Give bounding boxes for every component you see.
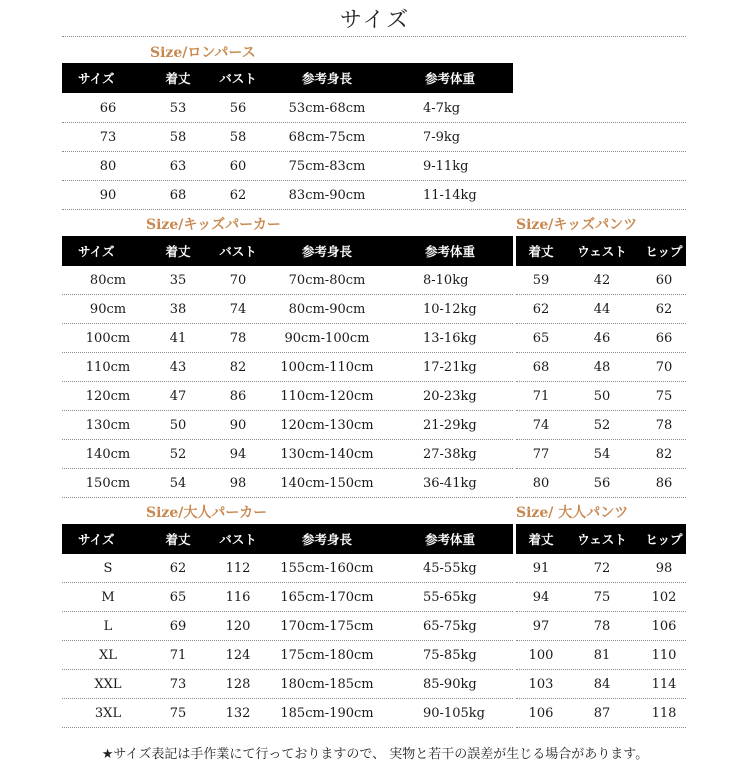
table-cell: 116 xyxy=(225,589,251,605)
table-row xyxy=(62,469,513,497)
table-row xyxy=(516,670,686,698)
table-cell: 106 xyxy=(528,705,554,721)
column-header: 参考体重 xyxy=(424,532,476,547)
table-cell: 80 xyxy=(532,475,550,491)
row-divider xyxy=(62,497,513,498)
table-cell: 97 xyxy=(532,618,550,634)
table-cell: 7-9kg xyxy=(423,129,461,145)
table-cell: 48 xyxy=(593,359,611,375)
table-cell: 11-14kg xyxy=(423,187,477,203)
table-cell: 120cm-130cm xyxy=(280,417,374,433)
table-cell: 36-41kg xyxy=(423,475,477,491)
column-header: 参考体重 xyxy=(424,244,476,259)
table-cell: 155cm-160cm xyxy=(280,560,374,576)
column-header: 着丈 xyxy=(528,244,554,259)
table-cell: 62 xyxy=(229,187,247,203)
table-cell: 150cm xyxy=(85,475,131,491)
table-cell: 90-105kg xyxy=(423,705,485,721)
table-cell: 13-16kg xyxy=(423,330,477,346)
table-cell: 84 xyxy=(593,676,611,692)
table-row xyxy=(62,612,513,640)
table-row xyxy=(516,583,686,611)
table-cell: 54 xyxy=(169,475,187,491)
table-cell: 110cm xyxy=(85,359,131,375)
table-cell: 58 xyxy=(169,129,187,145)
column-header: ウェスト xyxy=(577,244,627,259)
table-cell: 21-29kg xyxy=(423,417,477,433)
column-header: 着丈 xyxy=(528,532,554,547)
table-cell: 68 xyxy=(169,187,187,203)
table-cell: 70 xyxy=(655,359,673,375)
table-cell: L xyxy=(103,618,113,634)
table-cell: 71 xyxy=(532,388,550,404)
table-row xyxy=(62,266,513,294)
table-row xyxy=(516,440,686,468)
title-divider xyxy=(62,36,686,37)
table-row xyxy=(62,353,513,381)
table-row xyxy=(516,641,686,669)
table-cell: 60 xyxy=(229,158,247,174)
table-cell: 52 xyxy=(169,446,187,462)
table-cell: 82 xyxy=(655,446,673,462)
column-header: 着丈 xyxy=(165,244,191,259)
table-cell: 74 xyxy=(532,417,550,433)
table-cell: 75-85kg xyxy=(423,647,477,663)
column-header: サイズ xyxy=(78,532,115,547)
table-cell: 53cm-68cm xyxy=(288,100,366,116)
table-cell: 128 xyxy=(225,676,251,692)
table-row xyxy=(516,469,686,497)
table-cell: 106 xyxy=(651,618,677,634)
table-cell: 90cm xyxy=(89,301,127,317)
column-header: 参考身長 xyxy=(301,244,353,259)
table-cell: 130cm xyxy=(85,417,131,433)
table-cell: 41 xyxy=(169,330,187,346)
table-cell: 103 xyxy=(528,676,554,692)
table-cell: 47 xyxy=(169,388,187,404)
table-row xyxy=(62,123,513,151)
column-header: バスト xyxy=(219,71,257,86)
table-cell: 132 xyxy=(225,705,251,721)
table-cell: 52 xyxy=(593,417,611,433)
table-cell: 68 xyxy=(532,359,550,375)
row-divider xyxy=(516,727,686,728)
table-cell: 80 xyxy=(99,158,117,174)
table-cell: 45-55kg xyxy=(423,560,477,576)
table-cell: 50 xyxy=(169,417,187,433)
table-cell: 10-12kg xyxy=(423,301,477,317)
table-cell: 43 xyxy=(169,359,187,375)
table-cell: 80cm xyxy=(89,272,127,288)
table-row xyxy=(62,181,513,209)
table-cell: 50 xyxy=(593,388,611,404)
adult-hoodie-header xyxy=(62,524,513,554)
table-row xyxy=(516,699,686,727)
column-header: ヒップ xyxy=(645,244,683,259)
table-cell: XXL xyxy=(94,676,122,692)
table-row xyxy=(516,324,686,352)
table-cell: 3XL xyxy=(94,705,122,721)
column-header: サイズ xyxy=(78,244,115,259)
table-cell: 56 xyxy=(229,100,247,116)
table-cell: 86 xyxy=(655,475,673,491)
table-row xyxy=(62,554,513,582)
table-cell: 98 xyxy=(229,475,247,491)
table-cell: 73 xyxy=(169,676,187,692)
table-cell: 44 xyxy=(593,301,611,317)
romper-header xyxy=(62,63,513,93)
column-header: サイズ xyxy=(78,71,115,86)
table-row xyxy=(62,94,513,122)
table-row xyxy=(62,411,513,439)
table-cell: 68cm-75cm xyxy=(288,129,366,145)
table-cell: 90cm-100cm xyxy=(284,330,370,346)
table-cell: 65 xyxy=(532,330,550,346)
table-cell: 140cm-150cm xyxy=(280,475,374,491)
table-row xyxy=(516,554,686,582)
table-cell: 27-38kg xyxy=(423,446,477,462)
table-cell: 94 xyxy=(532,589,550,605)
table-cell: 62 xyxy=(655,301,673,317)
table-cell: 180cm-185cm xyxy=(280,676,374,692)
table-row xyxy=(62,670,513,698)
table-cell: 100cm xyxy=(85,330,131,346)
table-cell: 35 xyxy=(169,272,187,288)
column-header: 参考体重 xyxy=(424,71,476,86)
table-row xyxy=(62,583,513,611)
table-cell: 130cm-140cm xyxy=(280,446,374,462)
table-cell: 83cm-90cm xyxy=(288,187,366,203)
column-header: 参考身長 xyxy=(301,532,353,547)
kids-pants-header xyxy=(516,236,686,266)
column-header: 着丈 xyxy=(165,532,191,547)
table-row xyxy=(516,266,686,294)
table-row xyxy=(62,440,513,468)
column-header: ヒップ xyxy=(645,532,683,547)
table-cell: 114 xyxy=(651,676,677,692)
table-cell: 8-10kg xyxy=(423,272,469,288)
adult-hoodie-label: Size/大人パーカー xyxy=(146,505,268,521)
table-cell: 70 xyxy=(229,272,247,288)
table-cell: 74 xyxy=(229,301,247,317)
table-cell: 78 xyxy=(655,417,673,433)
table-cell: S xyxy=(103,560,113,576)
table-cell: 46 xyxy=(593,330,611,346)
table-cell: 100 xyxy=(528,647,554,663)
table-cell: 86 xyxy=(229,388,247,404)
table-cell: 55-65kg xyxy=(423,589,477,605)
table-cell: 73 xyxy=(99,129,117,145)
table-cell: 56 xyxy=(593,475,611,491)
table-cell: 124 xyxy=(225,647,251,663)
table-cell: 4-7kg xyxy=(423,100,461,116)
kids-pants-label: Size/キッズパンツ xyxy=(516,217,638,233)
table-row xyxy=(62,641,513,669)
row-divider xyxy=(516,497,686,498)
table-cell: 90 xyxy=(229,417,247,433)
table-row xyxy=(516,411,686,439)
table-cell: 78 xyxy=(593,618,611,634)
table-row xyxy=(516,612,686,640)
adult-pants-label: Size/ 大人パンツ xyxy=(516,505,629,521)
table-cell: XL xyxy=(99,647,117,663)
table-cell: 38 xyxy=(169,301,187,317)
table-cell: 120cm xyxy=(85,388,131,404)
table-cell: 81 xyxy=(593,647,611,663)
table-row xyxy=(516,295,686,323)
table-cell: 140cm xyxy=(85,446,131,462)
table-cell: 9-11kg xyxy=(423,158,469,174)
page-title: サイズ xyxy=(339,8,411,33)
romper-label: Size/ロンパース xyxy=(150,45,256,61)
table-cell: 90 xyxy=(99,187,117,203)
table-cell: 59 xyxy=(532,272,550,288)
table-cell: 78 xyxy=(229,330,247,346)
column-header: 着丈 xyxy=(165,71,191,86)
table-cell: 70cm-80cm xyxy=(288,272,366,288)
table-cell: 75 xyxy=(169,705,187,721)
table-cell: 87 xyxy=(593,705,611,721)
table-cell: 170cm-175cm xyxy=(280,618,374,634)
table-cell: 82 xyxy=(229,359,247,375)
row-divider xyxy=(62,209,686,210)
table-cell: 69 xyxy=(169,618,187,634)
table-row xyxy=(62,295,513,323)
table-cell: 94 xyxy=(229,446,247,462)
disclaimer-note: ★サイズ表記は手作業にて行っておりますので、 実物と若干の誤差が生じる場合があります。 xyxy=(101,747,649,762)
row-divider xyxy=(62,727,513,728)
table-row xyxy=(62,699,513,727)
table-cell: 66 xyxy=(655,330,673,346)
table-cell: 75 xyxy=(593,589,611,605)
table-cell: 165cm-170cm xyxy=(280,589,374,605)
column-header: バスト xyxy=(219,532,257,547)
table-cell: 110cm-120cm xyxy=(280,388,374,404)
table-cell: 54 xyxy=(593,446,611,462)
table-cell: 63 xyxy=(169,158,187,174)
table-cell: 120 xyxy=(225,618,251,634)
table-cell: 72 xyxy=(593,560,611,576)
table-cell: 42 xyxy=(593,272,611,288)
table-cell: 62 xyxy=(532,301,550,317)
column-header: バスト xyxy=(219,244,257,259)
table-cell: 75 xyxy=(655,388,673,404)
table-cell: 60 xyxy=(655,272,673,288)
kids-hoodie-header xyxy=(62,236,513,266)
table-cell: 100cm-110cm xyxy=(280,359,374,375)
table-cell: 80cm-90cm xyxy=(288,301,366,317)
table-cell: M xyxy=(101,589,115,605)
table-row xyxy=(62,382,513,410)
table-cell: 77 xyxy=(532,446,550,462)
table-cell: 85-90kg xyxy=(423,676,477,692)
table-cell: 17-21kg xyxy=(423,359,477,375)
table-row xyxy=(516,382,686,410)
column-header: 参考身長 xyxy=(301,71,353,86)
table-cell: 65-75kg xyxy=(423,618,477,634)
table-cell: 91 xyxy=(532,560,550,576)
table-cell: 62 xyxy=(169,560,187,576)
table-cell: 118 xyxy=(651,705,677,721)
table-row xyxy=(62,152,513,180)
table-cell: 58 xyxy=(229,129,247,145)
adult-pants-header xyxy=(516,524,686,554)
table-cell: 71 xyxy=(169,647,187,663)
table-cell: 110 xyxy=(651,647,677,663)
table-cell: 175cm-180cm xyxy=(280,647,374,663)
table-cell: 112 xyxy=(225,560,251,576)
table-cell: 98 xyxy=(655,560,673,576)
table-cell: 66 xyxy=(99,100,117,116)
kids-hoodie-label: Size/キッズパーカー xyxy=(146,217,281,233)
table-cell: 53 xyxy=(169,100,187,116)
table-row xyxy=(516,353,686,381)
table-cell: 102 xyxy=(651,589,677,605)
table-row xyxy=(62,324,513,352)
table-cell: 65 xyxy=(169,589,187,605)
table-cell: 20-23kg xyxy=(423,388,477,404)
column-header: ウェスト xyxy=(577,532,627,547)
table-cell: 185cm-190cm xyxy=(280,705,374,721)
table-cell: 75cm-83cm xyxy=(288,158,366,174)
